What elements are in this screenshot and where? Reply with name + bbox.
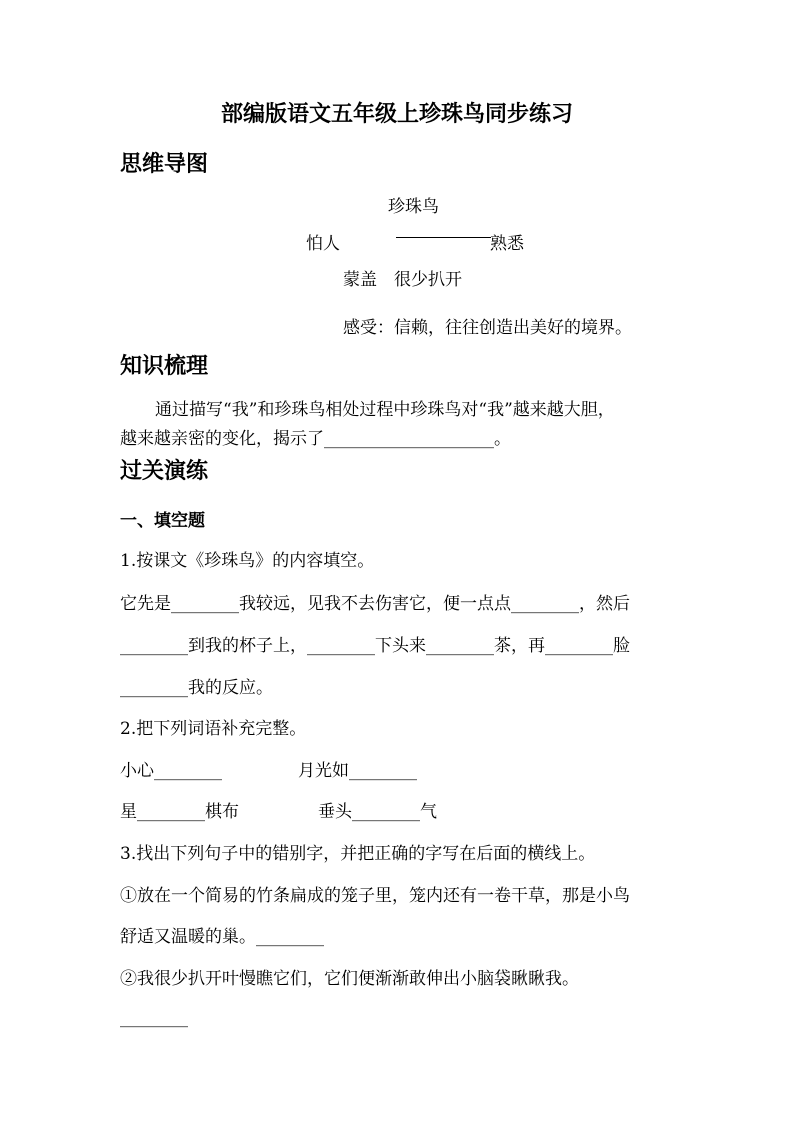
mindmap-connector-line [396, 237, 491, 238]
mindmap-center: 珍珠鸟 [388, 197, 439, 217]
mindmap-feeling: 感受：信赖，往往创造出美好的境界。 [343, 318, 632, 338]
q3-sentence-2-line-2: ________ [120, 1008, 188, 1028]
knowledge-line-1: 通过描写“我”和珍珠鸟相处过程中珍珠鸟对“我”越来越大胆， [155, 400, 615, 420]
q1-line-2: ________到我的杯子上，________下头来________茶，再________脸 [120, 636, 630, 656]
page-title: 部编版语文五年级上珍珠鸟同步练习 [220, 102, 573, 127]
q2-item-3: 星________棋布 [120, 802, 239, 822]
section-fill-blank: 一、填空题 [120, 511, 205, 531]
knowledge-heading: 知识梳理 [120, 354, 209, 379]
q1-line-1: 它先是________我较远，见我不去伤害它，便一点点________，然后 [120, 594, 630, 614]
mindmap-right-label: 熟悉 [490, 234, 524, 254]
knowledge-line-2: 越来越亲密的变化，揭示了____________________。 [120, 429, 511, 449]
q3-sentence-1-line-2: 舒适又温暖的巢。________ [120, 927, 324, 947]
q2-item-1: 小心________ [120, 761, 222, 781]
q3-sentence-1-line-1: ①放在一个简易的竹条扁成的笼子里，笼内还有一卷干草，那是小鸟 [120, 886, 630, 906]
q2-item-4: 垂头________气 [318, 802, 437, 822]
q3-stem: 3.找出下列句子中的错别字，并把正确的字写在后面的横线上。 [120, 844, 596, 864]
q3-sentence-2-line-1: ②我很少扒开叶慢瞧它们，它们便渐渐敢伸出小脑袋瞅瞅我。 [120, 969, 579, 989]
mindmap-left-label: 怕人 [306, 234, 340, 254]
q2-stem: 2.把下列词语补充完整。 [120, 719, 307, 739]
q2-item-2: 月光如________ [298, 761, 417, 781]
mindmap-sub-items: 蒙盖 很少扒开 [343, 270, 462, 290]
practice-heading: 过关演练 [120, 459, 209, 484]
q1-line-3: ________我的反应。 [120, 678, 273, 698]
q1-stem: 1.按课文《珍珠鸟》的内容填空。 [120, 551, 375, 571]
mindmap-heading: 思维导图 [120, 152, 209, 177]
